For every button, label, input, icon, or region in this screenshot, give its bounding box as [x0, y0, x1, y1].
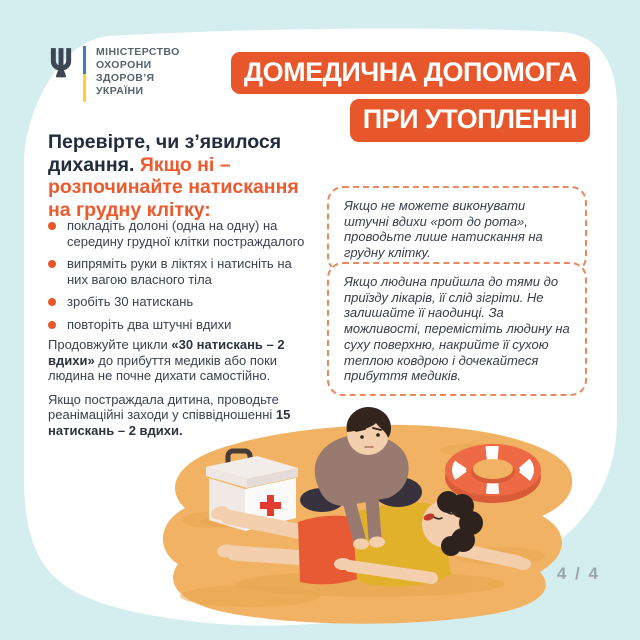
trident-icon	[48, 48, 74, 80]
paragraph-text: до прибуття медиків або поки людина не почне дихати самостійно.	[48, 352, 278, 383]
page-indicator: 4 / 4	[556, 564, 600, 583]
ministry-name-line: ОХОРОНИ	[96, 59, 152, 71]
ministry-name-line: ЗДОРОВ’Я	[96, 72, 155, 84]
bullet-text: випряміть руки в ліктях і натисніть на них вагою власного тіла	[67, 256, 292, 287]
list-item	[48, 218, 306, 249]
bullet-dot	[48, 298, 56, 306]
bullet-dot	[48, 321, 56, 329]
intro-heading	[48, 131, 312, 221]
paragraph-bold: 15 натискань – 2 вдихи.	[48, 407, 291, 438]
note-box-mouth-to-mouth	[327, 186, 587, 273]
list-item	[48, 294, 306, 310]
ministry-name-line: УКРАЇНИ	[96, 85, 144, 97]
paragraph-cycles	[48, 337, 316, 384]
bullet-text: зробіть 30 натискань	[67, 294, 194, 309]
paragraph-text: Продовжуйте цикли	[48, 337, 172, 352]
ministry-name	[96, 46, 180, 98]
paragraph-text: Якщо постраждала дитина, проводьте реанімаційні заходи у співвідношенні	[48, 391, 279, 422]
page-title	[231, 52, 590, 142]
cpr-steps-list	[48, 218, 306, 339]
list-item	[48, 256, 306, 287]
intro-dark-text: Перевірте, чи з’явилося дихання.	[48, 131, 282, 176]
title-banner-line2: ПРИ УТОПЛЕННІ	[350, 99, 590, 141]
paragraph-bold: «30 натискань – 2 вдихи»	[48, 337, 285, 368]
ministry-logo	[48, 46, 180, 102]
note-text: Якщо людина прийшла до тями до приїзду лікарів, її слід зігріти. Не залишайте її наодинці. За можливості, перемістіть людину на суху поверхню, накрийте її сухою теплою ковдрою і дочекайтеся прибуття медиків.	[344, 274, 570, 384]
list-item	[48, 317, 306, 333]
flag-blue	[83, 46, 86, 74]
intro-accent-text: Якщо ні – розпочинайте натискання на грудну клітку:	[48, 153, 299, 221]
bullet-text: повторіть два штучні вдихи	[67, 316, 232, 332]
note-text: Якщо не можете виконувати штучні вдихи «рот до рота», проводьте лише натискання на грудну клітку.	[344, 198, 543, 261]
bullet-dot	[48, 260, 56, 268]
title-banner-line1: ДОМЕДИЧНА ДОПОМОГА	[231, 52, 590, 94]
cpr-beach-illustration	[120, 390, 640, 640]
flag-yellow	[83, 74, 86, 102]
bullet-dot	[48, 222, 56, 230]
bullet-text: покладіть долоні (одна на одну) на середину грудної клітки постраждалого	[67, 218, 305, 249]
logo-flag-divider	[83, 46, 86, 102]
ministry-name-line: МІНІСТЕРСТВО	[96, 46, 180, 58]
lifebuoy-illustration	[445, 444, 541, 503]
note-box-warming	[327, 262, 587, 396]
